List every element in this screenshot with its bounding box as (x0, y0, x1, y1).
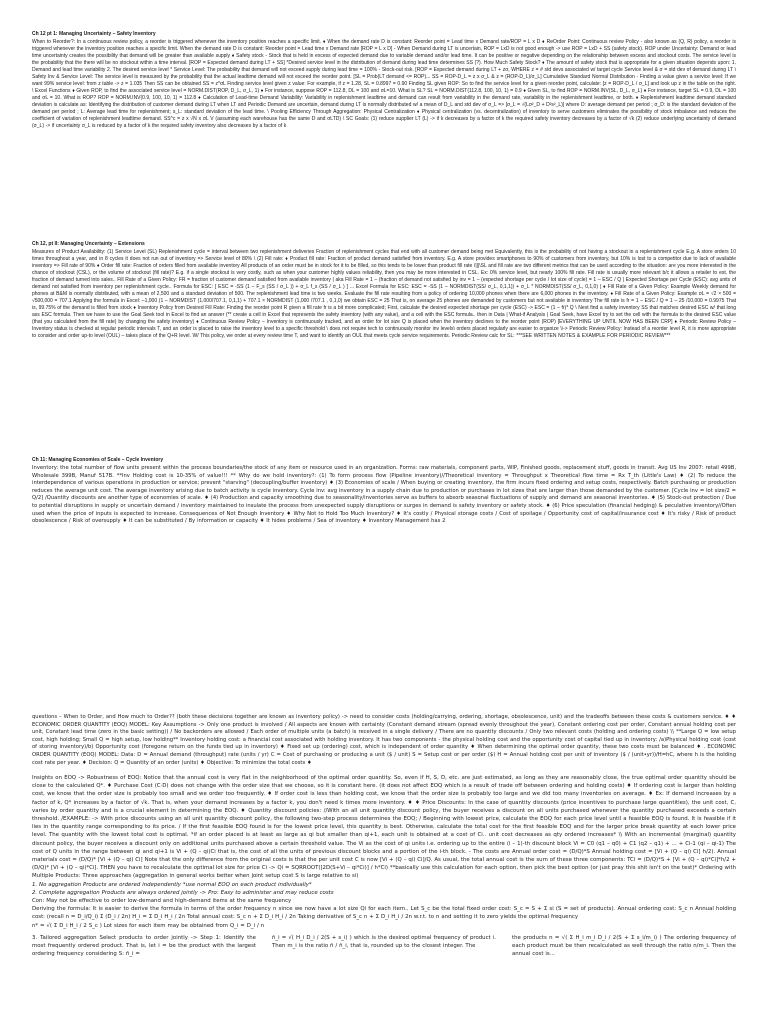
section-body: Inventory: the total number of flow units present within the process boundaries/the stock of any item or resource used in an organization. Forms: raw materials, component parts, WIP, Finished goods, replacement stuff, goods in transit. Avg US Inv 2007: retail 499B, Wholesale 399B, Manuf 517B. **Inv Holding cost is 10-35% of value!!! ** Why do we hold inventory?: (1) To form process flow (Pipeline inventory)//Theoretical inventory = Throughput x Theoretical flow time = Rx T_th (Little's Law) ♦ (2) To reduce the interdependence of various operations in production or service; prevent "starving" (decoupling/buffer inventory) ♦ (3) Economies of scale / When buying or creating inventory, the firm incurs fixed ordering and setup costs, respectively. Batch purchasing or production reduces the average unit cost. The average inventory arising due to batch activity is cycle inventory. Cycle inv: avg inventory in a supply chain due to production or purchases in lot sizes that are larger than those demanded by the customer. [Cycle inv = lot size/2 = Q/2] /Quantity discounts are another type of economies of scale. ♦ (4) Production and capacity smoothing due to seasonality/inventories serve as buffers to absorb seasonal fluctuations of supply and demand are seasonal inventories. ♦ (5) Stock-out protection / Due to potential disruptions in supply or uncertain demand / inventory maintained to insulate the process from unexpected supply disruptions or surges in demand is safety inventory or safety stock. ♦ (6) Price speculation (financial hedging) & peculative inventory//Often used when the price of inputs is expected to increase. Consequences of Not Enough Inventory ♦ Why Not to Hold Too Much Inventory? ♦ It's costly / Physical storage costs / Cost of spoilage / Opportunity cost of capital/insurance cost ♦ It's risky / Risk of product obsolescence / Risk of oversupply ♦ It can be substituted / By information or capacity ♦ It hides problems / Sea of inventory ♦ Inventory Management has 2 (32, 465, 736, 525)
list-item: 2. Complete aggregation Products are always ordered jointly -> Pro: Easy to administer and may reduce costs (32, 889, 334, 896)
tailored-right-column: the products n = √( Σ H_i m_i D_i / 2(S + Σ s_i/m_i) ) The ordering frequency of each product must be then recalculated as well through the ratio n/m_i. Then the annual cost is... (512, 934, 736, 958)
tailored-middle-column: n̄_i = √( H_i D_i / 2(S + s_i) ) which is the desired optimal frequency of product i. Then m_i is the ratio n̄ / n̄_i, that is, rounded up to the closest integer. The (272, 934, 496, 950)
con-note: Con: May not be effective to order low-demand and high-demand items at the same frequency (32, 898, 292, 905)
section-heading: Ch 12, pt II: Managing Uncertainty – Extensions (32, 241, 145, 247)
section-ch12-part1 (32, 31, 736, 211)
section-ch11 (32, 457, 736, 687)
section-body: questions – When to Order, and How much to Order?? (both these decisions together are known as inventory policy) -> need to consider costs (holding/carrying, ordering, shortage, obsolescence, unit) and the tradeoffs between these costs & customers service. ♦ ♦ ECONOMIC ORDER QUANTITY (EOQ) MODEL: Key Assumptions -> Only one product is involved / All aspects are known with certainty (Constant demand stream (spread evenly throughout the year), Constant ordering cost per order, Constant annual holding cost per unit, Constant lead time (zero in the basic setting)) / No backorders are allowed / Each order of multiple units (a batch) is received in a single delivery / There are no quantity discounts / Only two relevant costs (holding and ordering costs) \\ **Large Q = low setup cost, high holding; Small Q = high setup, low holding** Inventory holding cost: a financial cost associated with holding inventory. It has two components - the physical holding cost and the opportunity cost of capital tied up in inventory: /a)Physical holding cost (cost of storing inventory)/b) Opportunity cost (foregone return on the funds tied up in inventory) ♦ Fixed set up (ordering) cost, which is independent of order quantity ♦ When determining the optimal order quantity, these two costs must be balanced ♦ . ECONOMIC ORDER QUANTITY (EOQ) MODEL: Data: D = Annual demand (throughput) rate (units / yr) C = Cost of purchasing or producing a unit ($ / unit) S = Setup cost or per order ($) H = Annual holding cost per unit of inventory ($ / (unit•yr))/H=hC, where h is the holding cost rate per year. ♦ Decision: Q = Quantity of an order (units) ♦ Objective: To minimize the total costs ♦ (32, 714, 736, 766)
derivation-text: Deriving the formula: It is easier to derive the formula in terms of the order frequency n since we now have a lot size Qi for each item.. Let S_c be the total fixed order cost: S_c = S + Σ si (S = set of products). Annual ordering cost: S_c n Annual holding cost: (recall n = D_i/Q_i) Σ (D_i / 2n) H_i = Σ D_i H_i / 2n Total annual cost: S_c n + Σ D_i H_i / 2n Taking derivative of S_c n + Σ D_i H_i / 2n w.r.t. to n and setting it to zero yields the optimal frequency (32, 906, 736, 921)
section-body: When to Reorder?: In a continuous review policy, a reorder is triggered whenever the inventory position reaches a specific limit. ♦ When the demand rate D is constant: Reorder point = Lead time x Demand rate/ROP = L x D ♦ ReOrder Point: Continuous review Policy - also known as (Q, R) policy, a reorder is triggered whenever the inventory position reaches a specific limit. When the demand rate D is constant: Reorder point = Lead time x Demand rate [ROP = L x D] - When Demand during LT is uncertain, ROP = LxD is not good enough -> use ROP = LxD + SS (safety stock). ROP under Uncertainty: Demand or lead time uncertainty creates the possibility that demand will be greater than available supply ♦ Safety stock - Stock that is held in excess of expected demand due to variable demand and/or lead time. It can be positive or negative depending on the relationship between excess and stockout costs. The service level is the probability that the there will be no stockout within a time interval. [ROP = Expected demand during LT + SS] *Desired service level in the distribution of demand during lead time determines SS (?). How Much Safety Stock? ♦ The amount of safety stock that is appropriate for a given situation depends upon: 1. Demand and lead time variability 2. The desired service level * Service Level: The probability that demand will not exceed supply during lead time = 100% - Stock-out risk. [ROP = Expected demand during LT + zσ, WHERE z = # std devs associated w/ target cycle Service level & σ = std dev of demand during LT \ Safety Inv & Service Level: The service level is measured by the probability that the actual leadtime demand will not exceed the reorder point. [SL = Prob(LT demand <= ROP)... SS = ROP-D_L = z x σ_L & z = (ROP-D_L)/σ_L] Cumulative Standard Normal Distribution - Finding a value given a service level: If we want 99% service level: from z table -> z = 1.035 Then SS can be obtained SS = z*σL Finding service level given z value: For example, if z = 1.28, SL = 0.8997 = 0.90 Finding SL given ROP: So to find the service level for a given reorder point, calculate: [z = ROP-D_L / σ_L] and look up z in the table on the right. \ Excel Functions ♦ Given ROP, to find the associated service level = NORM.DIST(ROP, D_L, σ_L, 1) ♦ For instance, suppose ROP = 112.8, DL = 100 and σL=10. What is SL? SL = NORM.DIST(112.8, 100, 10, 1) = 0.9 ♦ Given SL, to find ROP = NORM.INV(SL, D_L, σ_L) ♦ For instance, target SL = 0.9, DL = 100 and σL = 10. What is ROP? ROP = NORM.INV(0.9, 100, 10, 1) = 112.8 ♦ Calculation of Lead-time Demand Variability: Variability in replenishment leadtime and demand can result from variability in the demand rate, variability in the replenishment leadtime, or both. ♦ Replenishment leadtime demand standard deviation is calculate as: Identifying the distribution of customer demand during LT when LT and Periodic Demand are uncertain, demand during LT is normally distributed w/ a mean of D_L and std dev of σ_L => [σ_L = √(Lσ²_D + D²s²_L)] where D: average demand per period ; σ_D: is the standard deviation of the demand per period ; L: Average lead time for replenishment; s_L: standard deviation of the lead time. \ Pooling Efficiency Through Aggregation: Physical Centralization ♦ Physical centralization (vs. decentralization) of inventory to serve customers eliminates the possibility of stock imbalance and reduces the coefficient of variation of replenishment leadtime demand. SS^c = z x √N x σL V (assuming each warehouse has the same D and σLTD) \ SC Goals: (1) reduce supplier LT (L) -> if k decreases by a factor of k the required safety inventory decreases by a factor of √k (2) reduce underlying uncertainty of demand (σ_L) -> if uncertainty σ_L is reduced by a factor of k the required safety inventory also decreases by a factor of k (32, 39, 736, 129)
section-body: Measures of Product Availability: (1) Service Level (SL) Replenishment cycle = interval between two replenishment deliveries Fraction of replenishment cycles that end with all customer demand being met Equivalently, this is the probability of not having a stockout in a replenishment cycle E.g. A store orders 10 times throughout a year, and in 8 cycles it does not run out of inventory => Service level of 80% \ (2) Fill rate: ♦ Product fill rate: Fraction of product demand satisfied from inventory. E.g. A store provides smartphones to 90% of customers from inventory, but 10% is lost to a competitor due to lack of available inventory => Fill rate of 90% ♦ Order fill rate: Fraction of orders filled from available inventory All products of an order must be in stock for it to be filled, so this tends to be lower than product fill rate /|||\SL and fill rate are two different metrics that can be used according to the situation: are you more interested in the chance of stockout (CSL), or the volume of stockout (fill rate)? E.g. if a single stockout is very costly, such as when your customer highly values reliability, then you may be more interested in CSL. Ex: 0% service level, but nearly 100% fill rate. Fill rate is usually more relevant b/c it allows a retailer to est. the fraction of demand turned into sales.. Fill Rate of a Given Policy: FR = fraction of customer demand satisfied from available inventory | aka Fill Rate = 1 – (fraction of demand not satisfied by inv = 1 – (expected shortage per cycle / lot size of cycle) = 1 – ESC / Q | Expected Shortage per Cycle (ESC): avg units of demand not satisfied from inventory per replenishment cycle.. Formula for ESC: [ ESC = -SS (1 – F_s (SS / σ_L )) + σ_L f_s (SS / σ_L ) ] ... Excel Formula for ESC: ESC = -SS (1 – NORMDIST(SS/ σ_L, 0,1,1)) + σ_L * NORMDIST(SS/ σ_L, 0,1,0) | ♦ Fill Rate of a Given Policy: Example Weekly demand for phones at B&M is normally distributed, with a mean of 2,500 and a standard deviation of 500. The replenishment lead time is two weeks. Evaluate the fill rate resulting from a policy of ordering 10,000 phones when there are 6,000 phones in the inventory. ♦ Fill Rate of a Given Policy: Example σL = √2 × 500 = √500,000 = 707.1 Applying the formula in Excel: –1,000 (1 – NORMDIST (1,000/707.1, 0,1,1) + 707.1 × NORMDIST (1,000 /707.1 , 0,1,0) we obtain ESC = 25 That is, on average 25 phones are demanded by customers but not available in inventory The fill rate is fr = 1 – ESC / Q = 1 – 25 /10,000 = 0.9975 That is, 99.75% of the demand is filled from stock ♦ Inventory Policy from Desired Fill Rate: Finding the reorder point R given a fill rate fr is a bit more complicated; First, calculate the desired expected shortage per cycle (ESC) -> ESC = (1 – fr)* Q \ Next find a safety inventory SS that matches desired ESC w/ that long ass ESC formula. Then we have to use the Goal Seek tool in Excel to find an answer (** create a cell in Excel that represents the safety inventory (with any value), and a cell with the ESC formula.. then in Data | What-if Analysis | Goal Seek, have Excel try to set the cell with the formula to the desired ESC value (that you calculated from the fill rate) by changing the safety inventory) ♦ Continuous Review Policy – Inventory is continuously tracked, and an order for lot size Q is placed when the inventory declines to the reorder point (ROP) [EVERYTHING UP UNTIL NOW HAS BEEN CRP] ♦ Periodic Review Policy – Inventory status is checked at regular periodic intervals T, and an order is placed to raise the inventory level to a specific threshold \ does not require tech to continuously monitor inv levels\ orders placed regularly are easier to organize \\-> Periodic Review Policy: Instead of a reorder level R, it is more appropriate to consider and order up-to level (OUL) – takes place of the Q+R level. W/ This policy, we order at every review time T, and want to identify an OUL that meets cycle service requirements. Periodic Review calc for SL: ***SEE WRITTEN NOTES & EXAMPLE FOR PERIODIC REVIEW*** (32, 249, 736, 339)
section-heading: Ch 12 pt 1: Managing Uncertainty – Safety Inventory (32, 31, 156, 37)
insights-body: Insights on EOQ -> Robustness of EOQ: Notice that the annual cost is very flat in the neighborhood of the optimal order quantity. So, even if H, S, D, etc. are just estimated, as long as they are reasonably close, the true optimal order quantity should be close to the calculated Q*. ♦ Purchase Cost (C·D) does not change with the order size that we choose, so it is constant here. (it does not affect EOQ which is a result of trade off between ordering and holding costs) ♦ If ordering cost is larger than holding cost, we know that the order size is probably too small and we order too frequently. ♦ If order cost is less than holding cost, we know that the order size is probably too large and we did too many inventories on average. ♦ Ex: If demand increases by a factor of k, Q* increases by a factor of √k. That is, when your demand increases by a factor k, you don't need k times more inventory. ♦ ♦ Price Discounts: In the case of quantity discounts (price incentives to purchase large quantities), the unit cost, C, varies by order quantity and is a crucial element in determining the EOQ. ♦ Quantity discount policies: //With an all unit quantity discount policy, the buyer receives a discount on all units purchased whenever the quantity purchased exceeds a certain threshold. /EXAMPLE: -> With price discounts using an all unit quantity discount policy, the following two-step process determines the EOQ; / Beginning with lowest price, calculate the EOQ for each price level until a feasible EOQ is found. It is feasible if it lies in the quantity range corresponding to its price. / If the first feasible EOQ found is for the lowest price level, this quantity is best. Otherwise, calculate the total cost for the first feasible EOQ and for the larger price break quantity at each lower price level. The quantity with the lowest total cost is optimal. *if an order placed is at least as large as qi but smaller than qi+1, each unit is obtained at a cost of Ci.. unit cost decreases as qty ordered increases* \\ With an incremental (marginal) quantity discount policy, the buyer receives a discount only on additional units purchased above a certain threshold value. The Vi as the cost of qi units i.e. ordering up to the entire (i – 1)-th discount block Vi = C0 (q1 – q0) + C1 (q2 – q1) + ... + Ci-1 (qi – qi-1) The cost of Q units in the range between qi and qi+1 is Vi + (Q – qi)Ci that is, the cost of all the units of previous discount blocks and a portion of the i-th block. - The costs are Annual order cost = (D/Q)*S Annual holding cost = [Vi + (Q – qi) Ci] h/2). Annual materials cost = (D/Q)* [Vi + (Q – qi) Ci] Note that the only difference from the original costs is that the per unit cost C is now [Vi + (Q – qi) Ci]/Q. As usual, the total annual cost is the sum of these three components: TCi = (D/Q)*S + [Vi + (Q – qi)*Ci]*h/2 + (D/Q)* [Vi + (Q – qi)*Ci]. THEN you have to recalculate the optimal lot size for price Ci -> Qi = SQRROOT([2D(S+Vi – qi*Ci)] / h*Ci) **basically use this calculation for each option, then pick the best option (or just pray this shit isn't on the test)* Ordering with Multiple Products: Three approaches (aggregation in general works better when joint setup cost S is large relative to si) (32, 775, 736, 880)
tailored-aggregation-columns (32, 934, 736, 959)
section-eoq-insights (32, 774, 736, 1024)
optimal-frequency-formula: n* = √( Σ D_i H_i / 2 S_c ) Lot sizes for each item may be obtained from Q_i = D_i / n (32, 922, 265, 929)
section-ch12-part2 (32, 241, 736, 431)
section-eoq-model (32, 714, 736, 766)
tailored-left-column: 3. Tailored aggregation Select products to order jointly -> Step 1: Identify the most frequently ordered product. That is, let i = be the product with the largest ordering frequency considering S: n̄_i = (32, 934, 256, 958)
section-heading: Ch 11: Managing Economies of Scale – Cycle Inventory (32, 457, 164, 463)
list-item: 1. No aggregation Products are ordered independently *use normal EOQ on each product individually* (32, 881, 312, 888)
